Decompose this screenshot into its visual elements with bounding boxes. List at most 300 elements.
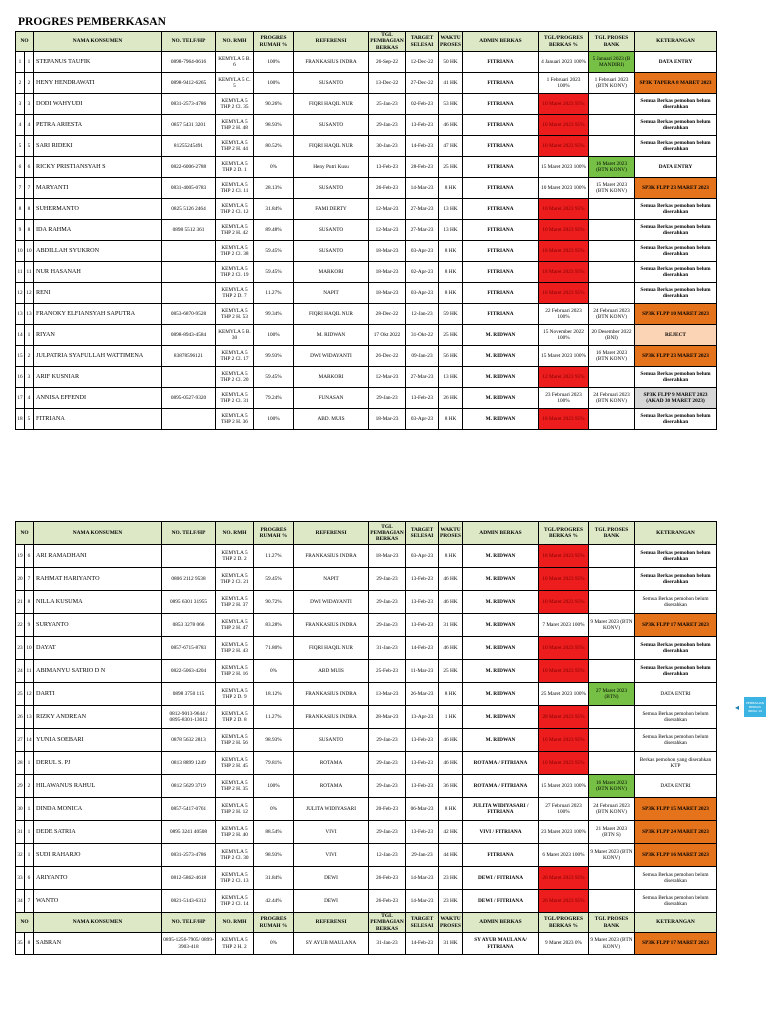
- admin-cell[interactable]: FITRIANA: [463, 178, 539, 199]
- file-progress-cell[interactable]: 10 Maret 2023 95%: [539, 591, 589, 614]
- bank-process-cell[interactable]: 1 Februari 2023 (BTN KONV): [589, 73, 635, 94]
- file-progress-cell[interactable]: 10 Maret 2023 95%: [539, 729, 589, 752]
- customer-name[interactable]: DERUL S. PJ: [34, 752, 162, 775]
- house-progress-cell[interactable]: 59.45%: [254, 241, 294, 262]
- target-date-cell[interactable]: 09-Jan-23: [406, 346, 439, 367]
- house-number-cell[interactable]: KEMYLA 5 THP 2 D. 9: [216, 683, 254, 706]
- bank-process-cell[interactable]: 24 Februari 2023 (BTN KONV): [589, 388, 635, 409]
- house-progress-cell[interactable]: 79.81%: [254, 752, 294, 775]
- target-date-cell[interactable]: 13-Feb-23: [406, 821, 439, 844]
- distribution-date-cell[interactable]: 18-Mar-23: [369, 262, 406, 283]
- note-cell[interactable]: REJECT: [635, 325, 717, 346]
- bank-process-cell[interactable]: 16 Maret 2023 (BTN KONV): [589, 775, 635, 798]
- house-number-cell[interactable]: KEMYLA 5 C. 5: [216, 73, 254, 94]
- note-cell[interactable]: SP3K FLPP 24 MARET 2023: [635, 821, 717, 844]
- target-date-cell[interactable]: 14-Mar-23: [406, 178, 439, 199]
- sub-number[interactable]: 11: [25, 660, 34, 683]
- bank-process-cell[interactable]: [589, 367, 635, 388]
- house-number-cell[interactable]: KEMYLA 5 THP 2 H. 44: [216, 136, 254, 157]
- customer-name[interactable]: SURYANTO: [34, 614, 162, 637]
- target-date-cell[interactable]: 26-Mar-23: [406, 683, 439, 706]
- house-number-cell[interactable]: KEMYLA 5 THP 2 H. 43: [216, 637, 254, 660]
- house-number-cell[interactable]: KEMYLA 5 THP 2 H. 45: [216, 752, 254, 775]
- customer-name[interactable]: SUHERMANTO: [34, 199, 162, 220]
- bank-process-cell[interactable]: 24 Februari 2023 (BTN KONV): [589, 798, 635, 821]
- admin-cell[interactable]: FITRIANA: [463, 220, 539, 241]
- file-progress-cell[interactable]: 23 Februari 2023 100%: [539, 388, 589, 409]
- referral-cell[interactable]: VIVI: [294, 844, 369, 867]
- row-number[interactable]: 33: [16, 867, 25, 890]
- house-progress-cell[interactable]: 42.44%: [254, 890, 294, 913]
- distribution-date-cell[interactable]: 18-Mar-23: [369, 241, 406, 262]
- house-number-cell[interactable]: KEMYLA 5 THP 2 H. 48: [216, 115, 254, 136]
- distribution-date-cell[interactable]: 18-Mar-23: [369, 409, 406, 430]
- distribution-date-cell[interactable]: 26-Sep-22: [369, 52, 406, 73]
- referral-cell[interactable]: NAPIT: [294, 568, 369, 591]
- house-number-cell[interactable]: KEMYLA 5 THP 2 D. 2: [216, 545, 254, 568]
- sub-number[interactable]: 12: [25, 283, 34, 304]
- distribution-date-cell[interactable]: 18-Mar-23: [369, 545, 406, 568]
- process-time-cell[interactable]: 8 HK: [439, 283, 463, 304]
- house-progress-cell[interactable]: 90.26%: [254, 94, 294, 115]
- sub-number[interactable]: 2: [25, 73, 34, 94]
- house-number-cell[interactable]: KEMYLA 5 THP 2 D. 1: [216, 157, 254, 178]
- admin-cell[interactable]: M. RIDWAN: [463, 325, 539, 346]
- house-number-cell[interactable]: KEMYLA 5 THP 2 D. 7: [216, 283, 254, 304]
- house-progress-cell[interactable]: 59.45%: [254, 568, 294, 591]
- file-progress-cell[interactable]: 10 Maret 2023 95%: [539, 199, 589, 220]
- target-date-cell[interactable]: 13-Feb-23: [406, 729, 439, 752]
- phone-cell[interactable]: 0853-6870-9528: [162, 304, 216, 325]
- sub-number[interactable]: 1: [25, 844, 34, 867]
- customer-name[interactable]: RIYAN: [34, 325, 162, 346]
- distribution-date-cell[interactable]: 12-Mar-23: [369, 367, 406, 388]
- row-number[interactable]: 8: [16, 199, 25, 220]
- file-progress-cell[interactable]: 10 Maret 2023 95%: [539, 752, 589, 775]
- house-progress-cell[interactable]: 89.48%: [254, 220, 294, 241]
- house-number-cell[interactable]: KEMYLA 5 THP 2 Cl. 35: [216, 94, 254, 115]
- admin-cell[interactable]: M. RIDWAN: [463, 637, 539, 660]
- note-cell[interactable]: Berkas pemohon yang diserahkan KTP: [635, 752, 717, 775]
- house-progress-cell[interactable]: 59.45%: [254, 262, 294, 283]
- note-cell[interactable]: Semua Berkas pemohon belum diserahkan: [635, 890, 717, 913]
- customer-name[interactable]: ABIMANYU SATRIO D N: [34, 660, 162, 683]
- house-progress-cell[interactable]: 79.24%: [254, 388, 294, 409]
- admin-cell[interactable]: M. RIDWAN: [463, 568, 539, 591]
- note-cell[interactable]: Semua Berkas pemohon belum diserahkan: [635, 220, 717, 241]
- note-cell[interactable]: Semua Berkas pemohon belum diserahkan: [635, 241, 717, 262]
- process-time-cell[interactable]: 26 HK: [439, 388, 463, 409]
- phone-cell[interactable]: 0831-2573-4786: [162, 844, 216, 867]
- process-time-cell[interactable]: 42 HK: [439, 821, 463, 844]
- process-time-cell[interactable]: 41 HK: [439, 73, 463, 94]
- file-progress-cell[interactable]: 10 Maret 2023 95%: [539, 115, 589, 136]
- target-date-cell[interactable]: 14-Feb-23: [406, 637, 439, 660]
- target-date-cell[interactable]: 27-Mar-23: [406, 220, 439, 241]
- process-time-cell[interactable]: 46 HK: [439, 752, 463, 775]
- target-date-cell[interactable]: 02-Apr-23: [406, 262, 439, 283]
- customer-name[interactable]: SARI RIDEKI: [34, 136, 162, 157]
- admin-cell[interactable]: ROTAMA / FITRIANA: [463, 775, 539, 798]
- process-time-cell[interactable]: 56 HK: [439, 346, 463, 367]
- phone-cell[interactable]: 0898-8943-4584: [162, 325, 216, 346]
- note-cell[interactable]: Semua Berkas pemohon belum diserahkan: [635, 409, 717, 430]
- house-progress-cell[interactable]: 31.84%: [254, 867, 294, 890]
- file-progress-cell[interactable]: 22 Februari 2023 100%: [539, 304, 589, 325]
- row-number[interactable]: 29: [16, 775, 25, 798]
- house-number-cell[interactable]: KEMYLA 5 THP 2 Cl. 38: [216, 241, 254, 262]
- bank-process-cell[interactable]: [589, 890, 635, 913]
- sub-number[interactable]: 5: [25, 136, 34, 157]
- phone-cell[interactable]: 0857-6715-8783: [162, 637, 216, 660]
- phone-cell[interactable]: 0898-9412-6265: [162, 73, 216, 94]
- bank-process-cell[interactable]: 16 Maret 2023 (BTN KONV): [589, 346, 635, 367]
- target-date-cell[interactable]: 13-Feb-23: [406, 115, 439, 136]
- target-date-cell[interactable]: 11-Mar-23: [406, 660, 439, 683]
- note-cell[interactable]: SP3K FLPP 23 MARET 2023: [635, 346, 717, 367]
- bank-process-cell[interactable]: [589, 262, 635, 283]
- admin-cell[interactable]: M. RIDWAN: [463, 706, 539, 729]
- target-date-cell[interactable]: 27-Mar-23: [406, 199, 439, 220]
- process-time-cell[interactable]: 25 HK: [439, 157, 463, 178]
- row-number[interactable]: 25: [16, 683, 25, 706]
- admin-cell[interactable]: SY AYUB MAULANA/ FITRIANA: [463, 933, 539, 955]
- note-cell[interactable]: DATA ENTRY: [635, 52, 717, 73]
- admin-cell[interactable]: ROTAMA / FITRIANA: [463, 752, 539, 775]
- target-date-cell[interactable]: 03-Apr-23: [406, 409, 439, 430]
- referral-cell[interactable]: FRANKASIUS INDRA: [294, 683, 369, 706]
- row-number[interactable]: 16: [16, 367, 25, 388]
- target-date-cell[interactable]: 03-Apr-23: [406, 241, 439, 262]
- process-time-cell[interactable]: 31 HK: [439, 933, 463, 955]
- row-number[interactable]: 1: [16, 52, 25, 73]
- admin-cell[interactable]: FITRIANA: [463, 241, 539, 262]
- distribution-date-cell[interactable]: 30-Jan-23: [369, 136, 406, 157]
- house-number-cell[interactable]: KEMYLA 5 THP 2 H. 12: [216, 798, 254, 821]
- row-number[interactable]: 13: [16, 304, 25, 325]
- process-time-cell[interactable]: 50 HK: [439, 52, 463, 73]
- referral-cell[interactable]: JULITA WIDIYASARI: [294, 798, 369, 821]
- file-progress-cell[interactable]: 15 Maret 2023 100%: [539, 346, 589, 367]
- row-number[interactable]: 30: [16, 798, 25, 821]
- house-progress-cell[interactable]: 71.80%: [254, 637, 294, 660]
- customer-name[interactable]: DINDA MONICA: [34, 798, 162, 821]
- process-time-cell[interactable]: 8 HK: [439, 262, 463, 283]
- bank-process-cell[interactable]: 9 Maret 2023 (BTN KONV): [589, 614, 635, 637]
- process-time-cell[interactable]: 36 HK: [439, 775, 463, 798]
- admin-cell[interactable]: M. RIDWAN: [463, 388, 539, 409]
- sub-number[interactable]: 11: [25, 262, 34, 283]
- phone-cell[interactable]: [162, 241, 216, 262]
- target-date-cell[interactable]: 12-Jan-23: [406, 304, 439, 325]
- file-progress-cell[interactable]: 7 Maret 2023 100%: [539, 614, 589, 637]
- process-time-cell[interactable]: 8 HK: [439, 798, 463, 821]
- customer-name[interactable]: DODI WAHYUDI: [34, 94, 162, 115]
- referral-cell[interactable]: SUSANTO: [294, 241, 369, 262]
- row-number[interactable]: 21: [16, 591, 25, 614]
- distribution-date-cell[interactable]: 29-Jan-23: [369, 752, 406, 775]
- sub-number[interactable]: 1: [25, 52, 34, 73]
- row-number[interactable]: 14: [16, 325, 25, 346]
- note-cell[interactable]: SP3K FLPP 9 MARET 2023 (AKAD 30 MARET 2023): [635, 388, 717, 409]
- admin-cell[interactable]: M. RIDWAN: [463, 367, 539, 388]
- process-time-cell[interactable]: 47 HK: [439, 136, 463, 157]
- process-time-cell[interactable]: 13 HK: [439, 367, 463, 388]
- distribution-date-cell[interactable]: 31-Jan-23: [369, 637, 406, 660]
- bank-process-cell[interactable]: 9 Maret 2023 (BTN KONV): [589, 933, 635, 955]
- file-progress-cell[interactable]: 23 Maret 2023 100%: [539, 821, 589, 844]
- house-number-cell[interactable]: KEMYLA 5 THP 2 H. 16: [216, 660, 254, 683]
- referral-cell[interactable]: SUSANTO: [294, 178, 369, 199]
- house-number-cell[interactable]: KEMYLA 5 THP 2 D. 8: [216, 706, 254, 729]
- distribution-date-cell[interactable]: 28-Mar-23: [369, 706, 406, 729]
- phone-cell[interactable]: 0831-2573-4786: [162, 94, 216, 115]
- bank-process-cell[interactable]: [589, 660, 635, 683]
- distribution-date-cell[interactable]: 26-Feb-23: [369, 890, 406, 913]
- bank-process-cell[interactable]: 9 Maret 2023 (BTN KONV): [589, 844, 635, 867]
- note-cell[interactable]: SP3K FLPP 10 MARET 2023: [635, 304, 717, 325]
- referral-cell[interactable]: FAMI DERTY: [294, 199, 369, 220]
- row-number[interactable]: 34: [16, 890, 25, 913]
- bank-process-cell[interactable]: 21 Maret 2023 (BTN S): [589, 821, 635, 844]
- distribution-date-cell[interactable]: 28-Dec-22: [369, 304, 406, 325]
- sub-number[interactable]: 3: [25, 94, 34, 115]
- target-date-cell[interactable]: 14-Mar-23: [406, 867, 439, 890]
- admin-cell[interactable]: FITRIANA: [463, 136, 539, 157]
- referral-cell[interactable]: Heny Putri Kusu: [294, 157, 369, 178]
- referral-cell[interactable]: FRANKASIUS INDRA: [294, 545, 369, 568]
- distribution-date-cell[interactable]: 29-Jan-23: [369, 591, 406, 614]
- file-progress-cell[interactable]: 15 November 2022 100%: [539, 325, 589, 346]
- house-progress-cell[interactable]: 99.93%: [254, 346, 294, 367]
- phone-cell[interactable]: 0825 5126 2464: [162, 199, 216, 220]
- file-progress-cell[interactable]: 18 Maret 2023 95%: [539, 283, 589, 304]
- sub-number[interactable]: 1: [25, 821, 34, 844]
- row-number[interactable]: 27: [16, 729, 25, 752]
- process-time-cell[interactable]: 1 HK: [439, 706, 463, 729]
- file-progress-cell[interactable]: 10 Maret 2023 95%: [539, 220, 589, 241]
- note-cell[interactable]: Semua Berkas pemohon belum diserahkan: [635, 867, 717, 890]
- file-progress-cell[interactable]: 10 Maret 2023 95%: [539, 94, 589, 115]
- house-number-cell[interactable]: KEMYLA 5 THP 2 H. 2: [216, 933, 254, 955]
- bank-process-cell[interactable]: 27 Maret 2023 (BTN): [589, 683, 635, 706]
- phone-cell[interactable]: 0812 5629 3719: [162, 775, 216, 798]
- house-progress-cell[interactable]: 100%: [254, 52, 294, 73]
- target-date-cell[interactable]: 13-Feb-23: [406, 614, 439, 637]
- house-progress-cell[interactable]: 100%: [254, 73, 294, 94]
- referral-cell[interactable]: VIVI: [294, 821, 369, 844]
- target-date-cell[interactable]: 13-Apr-23: [406, 706, 439, 729]
- phone-cell[interactable]: [162, 545, 216, 568]
- sub-number[interactable]: 3: [25, 367, 34, 388]
- sub-number[interactable]: 2: [25, 775, 34, 798]
- sub-number[interactable]: 7: [25, 568, 34, 591]
- process-time-cell[interactable]: 59 HK: [439, 304, 463, 325]
- process-time-cell[interactable]: 44 HK: [439, 844, 463, 867]
- distribution-date-cell[interactable]: 29-Jan-23: [369, 388, 406, 409]
- phone-cell[interactable]: 81255245491: [162, 136, 216, 157]
- admin-cell[interactable]: M. RIDWAN: [463, 591, 539, 614]
- row-number[interactable]: 2: [16, 73, 25, 94]
- admin-cell[interactable]: FITRIANA: [463, 199, 539, 220]
- admin-cell[interactable]: FITRIANA: [463, 262, 539, 283]
- bank-process-cell[interactable]: [589, 94, 635, 115]
- house-number-cell[interactable]: KEMYLA 5 THP 2 Cl. 31: [216, 388, 254, 409]
- admin-cell[interactable]: FITRIANA: [463, 157, 539, 178]
- process-time-cell[interactable]: 31 HK: [439, 614, 463, 637]
- file-progress-cell[interactable]: 1 Februari 2023 100%: [539, 73, 589, 94]
- file-progress-cell[interactable]: 9 Maret 2023 0%: [539, 933, 589, 955]
- phone-cell[interactable]: 83878596121: [162, 346, 216, 367]
- referral-cell[interactable]: DWI WIDAYANTI: [294, 346, 369, 367]
- note-cell[interactable]: Semua Berkas pemohon belum diserahkan: [635, 367, 717, 388]
- note-cell[interactable]: Semua Berkas pemohon belum diserahkan: [635, 199, 717, 220]
- row-number[interactable]: 12: [16, 283, 25, 304]
- note-cell[interactable]: Semua Berkas pemohon belum diserahkan: [635, 568, 717, 591]
- bank-process-cell[interactable]: [589, 706, 635, 729]
- target-date-cell[interactable]: 13-Feb-23: [406, 591, 439, 614]
- row-number[interactable]: 17: [16, 388, 25, 409]
- process-time-cell[interactable]: 23 HK: [439, 890, 463, 913]
- sub-number[interactable]: 9: [25, 614, 34, 637]
- house-progress-cell[interactable]: 90.72%: [254, 591, 294, 614]
- customer-name[interactable]: RIZKY ANDREAN: [34, 706, 162, 729]
- admin-cell[interactable]: FITRIANA: [463, 94, 539, 115]
- target-date-cell[interactable]: 03-Apr-23: [406, 545, 439, 568]
- sub-number[interactable]: 6: [25, 545, 34, 568]
- phone-cell[interactable]: 0822-6006-2788: [162, 157, 216, 178]
- sub-number[interactable]: 8: [25, 933, 34, 955]
- row-number[interactable]: 35: [16, 933, 25, 955]
- file-progress-cell[interactable]: 18 Maret 2023 95%: [539, 241, 589, 262]
- distribution-date-cell[interactable]: 25-Jan-23: [369, 94, 406, 115]
- sub-number[interactable]: 4: [25, 388, 34, 409]
- referral-cell[interactable]: FIQRI HAQIL NUR: [294, 94, 369, 115]
- sub-number[interactable]: 7: [25, 890, 34, 913]
- distribution-date-cell[interactable]: 29-Jan-23: [369, 821, 406, 844]
- target-date-cell[interactable]: 12-Dec-22: [406, 52, 439, 73]
- referral-cell[interactable]: SUSANTO: [294, 729, 369, 752]
- referral-cell[interactable]: M. RIDWAN: [294, 325, 369, 346]
- admin-cell[interactable]: M. RIDWAN: [463, 545, 539, 568]
- customer-name[interactable]: NUR HASANAH: [34, 262, 162, 283]
- bank-process-cell[interactable]: [589, 637, 635, 660]
- sub-number[interactable]: 6: [25, 867, 34, 890]
- distribution-date-cell[interactable]: 18-Mar-23: [369, 283, 406, 304]
- house-progress-cell[interactable]: 98.93%: [254, 115, 294, 136]
- bank-process-cell[interactable]: 20 Desember 2022 (BNI): [589, 325, 635, 346]
- bank-process-cell[interactable]: [589, 568, 635, 591]
- admin-cell[interactable]: JULITA WIDIYASARI / FITRIANA: [463, 798, 539, 821]
- house-number-cell[interactable]: KEMYLA 5 THP 2 Cl. 19: [216, 262, 254, 283]
- process-time-cell[interactable]: 25 HK: [439, 660, 463, 683]
- distribution-date-cell[interactable]: 29-Jan-23: [369, 729, 406, 752]
- note-cell[interactable]: SP3K FLPP 17 MARET 2023: [635, 933, 717, 955]
- bank-process-cell[interactable]: [589, 591, 635, 614]
- phone-cell[interactable]: 0812-9013-9644 / 0895-8301-13612: [162, 706, 216, 729]
- customer-name[interactable]: NILLA KUSUMA: [34, 591, 162, 614]
- sub-number[interactable]: 1: [25, 325, 34, 346]
- house-progress-cell[interactable]: 0%: [254, 660, 294, 683]
- bank-process-cell[interactable]: [589, 136, 635, 157]
- bank-process-cell[interactable]: 24 Februari 2023 (BTN KONV): [589, 304, 635, 325]
- phone-cell[interactable]: 0857-5417-0761: [162, 798, 216, 821]
- customer-name[interactable]: FRANOKY ELFIANSYAH SAPUTRA: [34, 304, 162, 325]
- house-progress-cell[interactable]: 88.54%: [254, 821, 294, 844]
- row-number[interactable]: 15: [16, 346, 25, 367]
- target-date-cell[interactable]: 14-Mar-23: [406, 890, 439, 913]
- note-cell[interactable]: Semua Berkas pemohon belum diserahkan: [635, 262, 717, 283]
- customer-name[interactable]: DARTI: [34, 683, 162, 706]
- row-number[interactable]: 6: [16, 157, 25, 178]
- distribution-date-cell[interactable]: 17 Okt 2022: [369, 325, 406, 346]
- phone-cell[interactable]: [162, 283, 216, 304]
- admin-cell[interactable]: FITRIANA: [463, 304, 539, 325]
- sub-number[interactable]: 1: [25, 752, 34, 775]
- referral-cell[interactable]: FRANKASIUS INDRA: [294, 614, 369, 637]
- row-number[interactable]: 10: [16, 241, 25, 262]
- bank-process-cell[interactable]: [589, 409, 635, 430]
- referral-cell[interactable]: SY AYUB MAULANA: [294, 933, 369, 955]
- referral-cell[interactable]: FRANKASIUS INDRA: [294, 52, 369, 73]
- customer-name[interactable]: ARIF KUSNIAR: [34, 367, 162, 388]
- house-number-cell[interactable]: KEMYLA 5 THP 2 H. 53: [216, 304, 254, 325]
- house-number-cell[interactable]: KEMYLA 5 THP 2 Cl. 21: [216, 568, 254, 591]
- file-progress-cell[interactable]: 26 Maret 2023 95%: [539, 867, 589, 890]
- phone-cell[interactable]: 0898 3750 115: [162, 683, 216, 706]
- phone-cell[interactable]: [162, 262, 216, 283]
- house-progress-cell[interactable]: 100%: [254, 325, 294, 346]
- sub-number[interactable]: 8: [25, 591, 34, 614]
- house-progress-cell[interactable]: 0%: [254, 798, 294, 821]
- referral-cell[interactable]: ABD MUIS: [294, 660, 369, 683]
- sub-number[interactable]: 5: [25, 409, 34, 430]
- file-progress-cell[interactable]: 26 Maret 2023 95%: [539, 890, 589, 913]
- note-cell[interactable]: DATA ENTRI: [635, 683, 717, 706]
- house-number-cell[interactable]: KEMYLA 5 B. 30: [216, 325, 254, 346]
- distribution-date-cell[interactable]: 12-Mar-23: [369, 220, 406, 241]
- bank-process-cell[interactable]: [589, 220, 635, 241]
- note-cell[interactable]: Semua Berkas pemohon belum diserahkan: [635, 591, 717, 614]
- referral-cell[interactable]: ROTAMA: [294, 752, 369, 775]
- sub-number[interactable]: 10: [25, 637, 34, 660]
- admin-cell[interactable]: VIVI / FITRIANA: [463, 821, 539, 844]
- note-cell[interactable]: Semua Berkas pemohon belum diserahkan: [635, 94, 717, 115]
- admin-cell[interactable]: M. RIDWAN: [463, 729, 539, 752]
- phone-cell[interactable]: 0813 8899 1249: [162, 752, 216, 775]
- process-time-cell[interactable]: 8 HK: [439, 409, 463, 430]
- admin-cell[interactable]: DEWI / FITRIANA: [463, 890, 539, 913]
- house-number-cell[interactable]: KEMYLA 5 THP 2 H. 47: [216, 614, 254, 637]
- customer-name[interactable]: RICKY PRISTIANSYAH S: [34, 157, 162, 178]
- process-time-cell[interactable]: 13 HK: [439, 220, 463, 241]
- process-time-cell[interactable]: 13 HK: [439, 199, 463, 220]
- process-time-cell[interactable]: 46 HK: [439, 568, 463, 591]
- referral-cell[interactable]: MARKORI: [294, 262, 369, 283]
- comment-note[interactable]: PEMBAGIAN BERKAS INDRA 16: [744, 697, 766, 717]
- house-number-cell[interactable]: KEMYLA 5 B. 6: [216, 52, 254, 73]
- house-progress-cell[interactable]: 0%: [254, 933, 294, 955]
- admin-cell[interactable]: FITRIANA: [463, 844, 539, 867]
- target-date-cell[interactable]: 31-Okt-22: [406, 325, 439, 346]
- file-progress-cell[interactable]: 27 Februari 2023 100%: [539, 798, 589, 821]
- distribution-date-cell[interactable]: 13-Dec-22: [369, 73, 406, 94]
- distribution-date-cell[interactable]: 31-Jan-23: [369, 933, 406, 955]
- phone-cell[interactable]: 0895-1256-7905/ 0899-3903-418: [162, 933, 216, 955]
- phone-cell[interactable]: 0831-4005-0783: [162, 178, 216, 199]
- customer-name[interactable]: HILAWANUS RAHUL: [34, 775, 162, 798]
- admin-cell[interactable]: M. RIDWAN: [463, 409, 539, 430]
